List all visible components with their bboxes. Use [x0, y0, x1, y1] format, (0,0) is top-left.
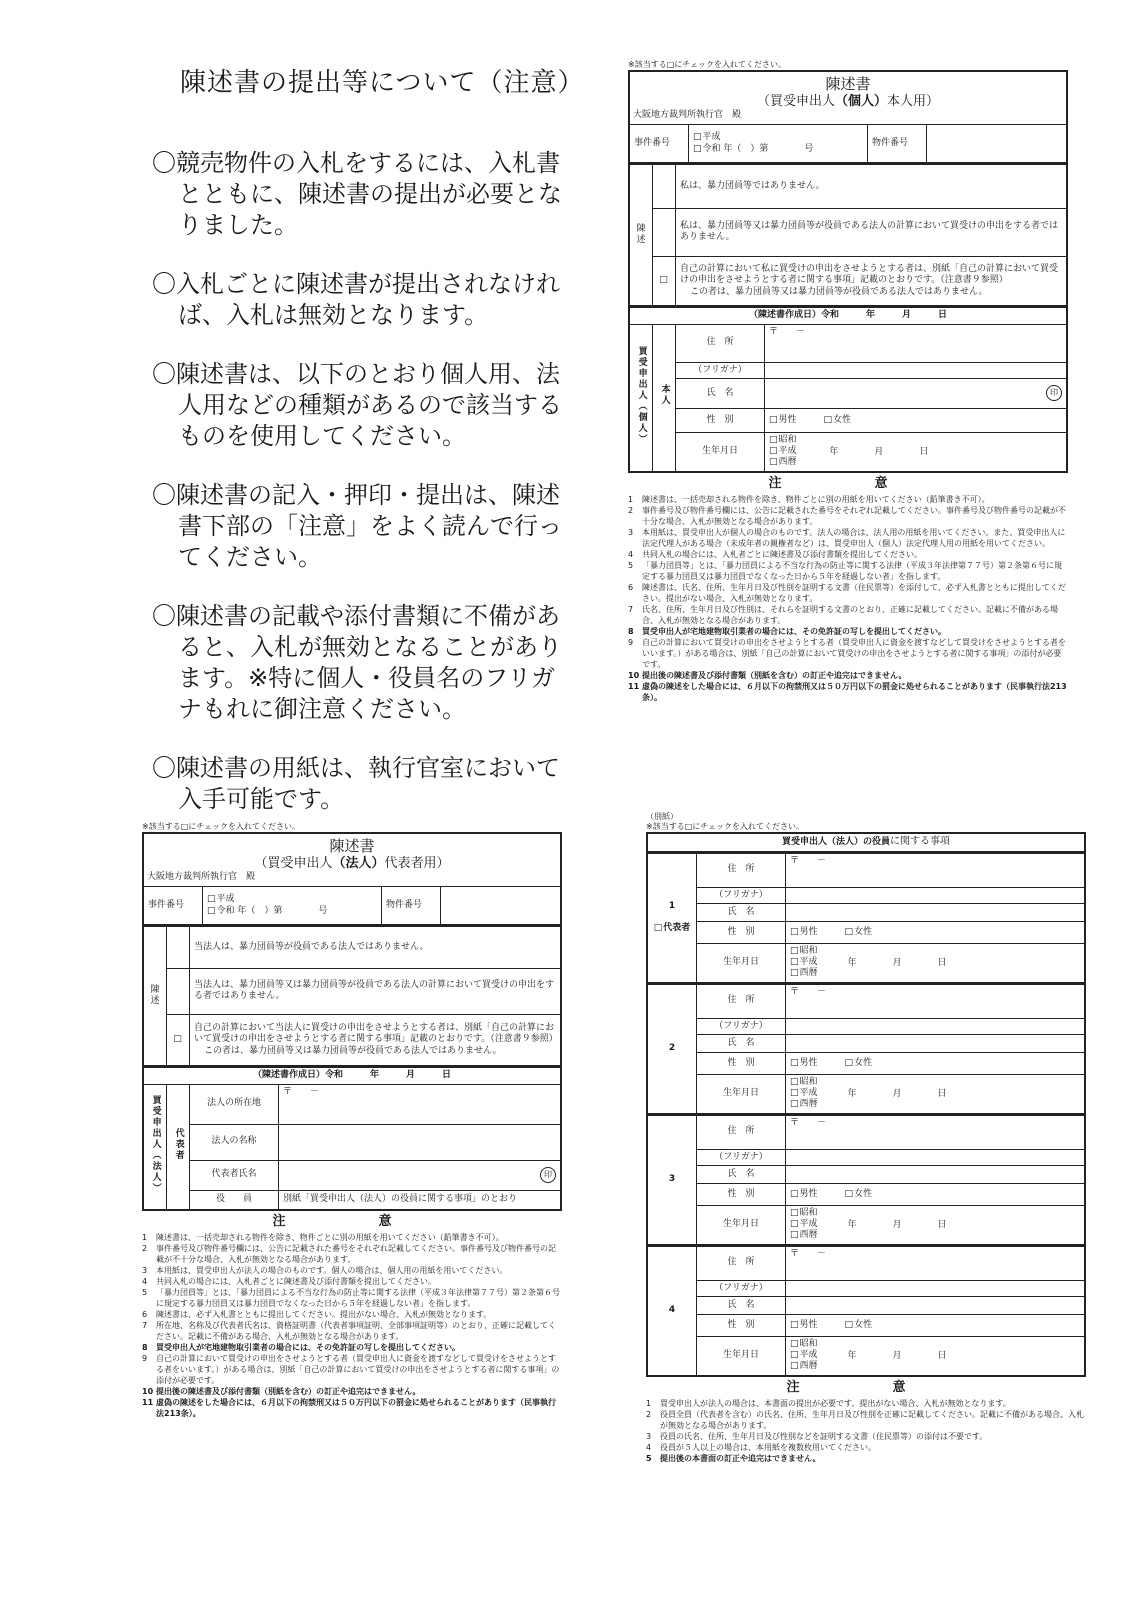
statement-3-checkbox[interactable] [659, 275, 669, 285]
attachment-label: （別紙） [646, 812, 678, 821]
era-seireki-checkbox[interactable]: □ 西暦 [790, 968, 818, 978]
dob-label: 生年月日 [697, 943, 786, 982]
corporate-applicant-table [142, 1067, 562, 1211]
notice-list [152, 148, 572, 843]
era-seireki-checkbox[interactable]: □ 西暦 [790, 1361, 818, 1371]
individual-statement-table [628, 164, 1068, 308]
caution-note [142, 1342, 562, 1353]
statement-label: 陳述 [143, 926, 167, 1066]
caution-note [628, 560, 1068, 582]
caution-note-number: 3 [628, 527, 634, 537]
form-title: 陳述書 [329, 837, 375, 855]
dob-field[interactable]: 年 月 日 [847, 958, 947, 969]
corporate-header-table [142, 832, 562, 926]
caution-note [142, 1320, 562, 1342]
statement-3: 自己の計算において私に買受けの申出をさせようとする者は、別紙「自己の計算において買受けの申出をさせようとする者に関する事項」記載のとおりです。（注意書９参照） [680, 264, 1059, 286]
era-showa-checkbox[interactable]: □ 昭和 [790, 1208, 818, 1218]
officer-block [646, 853, 1086, 984]
caution-notes [628, 494, 1068, 703]
era-showa-checkbox[interactable]: □ 昭和 [790, 946, 818, 956]
caution-note-text: 買受申出人が宅地建物取引業者の場合には、その免許証の写しを提出してください。 [156, 1343, 460, 1353]
furigana-field[interactable] [786, 1018, 1086, 1034]
property-number-field[interactable] [927, 125, 1068, 163]
officer-number: 2 [668, 1042, 676, 1053]
name-field[interactable] [765, 378, 1068, 408]
name-label: 氏 名 [697, 1165, 786, 1183]
address-label: 住 所 [676, 324, 765, 362]
name-label: 氏 名 [676, 378, 765, 408]
caution-note-number: 4 [628, 549, 634, 559]
statement-3-checkbox[interactable] [173, 1034, 183, 1044]
caution-note [628, 670, 1068, 681]
statement-label: 陳述 [629, 164, 653, 306]
case-number-field[interactable]: 年（ ）第 号 [723, 143, 814, 154]
caution-note-text: 事件番号及び物件番号欄には、公告に記載された番号をそれぞれ記載してください。事件番号及び物件番号の記載が不十分な場合、入札が無効となる場合があります。 [156, 1244, 556, 1265]
caution-note-text: 提出後の本書面の訂正や追完はできません。 [660, 1453, 821, 1463]
era-heisei-checkbox[interactable]: □ 平成 [790, 957, 818, 967]
caution-note-text: 共同入札の場合には、入札者ごとに陳述書及び添付書類を提出してください。 [156, 1277, 436, 1287]
caution-note [628, 626, 1068, 637]
name-label: 氏 名 [697, 903, 786, 921]
caution-note-text: 自己の計算において買受けの申出をさせようとする者（買受申出人に資金を渡すなどして買受けをさせようとする者をいいます。）がある場合は、別紙「自己の計算において買受けの申出をさせようとする者に関する事項」の添付が必要です。 [642, 637, 1066, 669]
caution-notes [646, 1398, 1086, 1464]
caution-note-number: 2 [628, 505, 634, 515]
property-number-label: 物件番号 [868, 125, 927, 163]
caution-note-text: 「暴力団員等」とは、「暴力団員による不当な行為の防止等に関する法律（平成３年法律第７７号）第２条第６号に規定する暴力団員又は暴力団員でなくなった日から５年を経過しない者」を指します。 [642, 560, 1062, 581]
officer-block [646, 1115, 1086, 1246]
furigana-label: （フリガナ） [697, 1149, 786, 1165]
caution-note [142, 1397, 562, 1419]
caution-note-text: 「暴力団員等」とは、「暴力団員による不当な行為の防止等に関する法律（平成３年法律第７７号）第２条第６号に規定する暴力団員又は暴力団員でなくなった日から５年を経過しない者」を指します。 [156, 1288, 560, 1309]
caution-note-text: 役員全員（代表者を含む）の氏名、住所、生年月日及び性別を正確に記載してください。記載に不備がある場合、入札が無効となる場合があります。 [660, 1409, 1084, 1430]
notice-title: 陳述書の提出等について（注意） [180, 68, 585, 98]
dob-label: 生年月日 [676, 432, 765, 471]
male-checkbox[interactable]: □ 男性 [769, 415, 797, 425]
case-number-label: 事件番号 [629, 125, 689, 163]
caution-note-text: 事件番号及び物件番号欄には、公告に記載された番号をそれぞれ記載してください。事件番号及び物件番号の記載が不十分な場合、入札が無効となる場合があります。 [642, 505, 1066, 526]
individual-header-table [628, 70, 1068, 164]
rep-name-field[interactable] [279, 1160, 562, 1190]
era-heisei-checkbox[interactable]: □ 平成 [790, 1350, 818, 1360]
address-field[interactable]: 〒 － [786, 1246, 1086, 1280]
officer-number: 1 [668, 900, 676, 911]
caution-heading: 注 意 [768, 475, 928, 491]
era-showa-checkbox[interactable]: □ 昭和 [790, 1077, 818, 1087]
era-heisei-checkbox[interactable]: □ 平成 [790, 1088, 818, 1098]
applicant-side-label: 買受申出人（法人） [150, 1095, 161, 1195]
female-checkbox[interactable]: □ 女性 [845, 1320, 873, 1330]
name-field[interactable] [786, 903, 1086, 921]
name-field[interactable] [786, 1165, 1086, 1183]
addressee: 大阪地方裁判所執行官 殿 [633, 110, 742, 120]
caution-note [646, 1453, 1086, 1464]
caution-note-number: 9 [628, 637, 634, 647]
era-heisei-checkbox[interactable]: □ 平成 [693, 132, 721, 142]
caution-note [628, 637, 1068, 670]
caution-note-number: 7 [142, 1321, 148, 1331]
address-label: 住 所 [697, 1246, 786, 1280]
rep-checkbox[interactable] [654, 923, 664, 933]
case-number-field[interactable]: 年（ ）第 号 [237, 905, 328, 916]
caution-note [628, 505, 1068, 527]
caution-note [646, 1442, 1086, 1453]
name-field[interactable] [786, 1296, 1086, 1314]
caution-note-text: 買受申出人が法人の場合は、本書面の提出が必要です。提出がない場合、入札が無効となります。 [660, 1398, 1011, 1408]
address-label: 住 所 [697, 853, 786, 887]
gender-label: 性 別 [697, 1314, 786, 1336]
officers-title-table [646, 832, 1086, 853]
address-field[interactable]: 〒 － [786, 1115, 1086, 1149]
corp-address-label: 法人の所在地 [190, 1084, 279, 1124]
case-number-label: 事件番号 [143, 887, 203, 925]
caution-note-number: 1 [628, 494, 634, 504]
caution-note [142, 1287, 562, 1309]
caution-note-number: 8 [628, 626, 634, 636]
corporate-statement-form [142, 822, 562, 1419]
caution-note-number: 1 [142, 1233, 148, 1243]
era-reiwa-checkbox[interactable]: □ 令和 [207, 906, 235, 916]
caution-note-text: 陳述書は、氏名、住所、生年月日及び性別を証明する文書（住民票等）を添付して、必ず入札書とともに提出してください。提出がない場合、入札が無効となります。 [642, 582, 1066, 603]
caution-note-number: 10 [142, 1387, 154, 1397]
caution-note-number: 8 [142, 1343, 148, 1353]
female-checkbox[interactable]: □ 女性 [824, 415, 852, 425]
caution-note-text: 自己の計算において買受けの申出をさせようとする者（買受申出人に資金を渡すなどして買受けをさせようとする者をいいます。）がある場合は、別紙「自己の計算において買受けの申出をさせようとする者に関する事項」の添付が必要です。 [156, 1354, 560, 1386]
caution-note [142, 1243, 562, 1265]
individual-applicant-table [628, 307, 1068, 472]
furigana-field[interactable] [765, 362, 1068, 378]
notice-item: 〇 入札ごとに陳述書が提出されなければ、入札は無効となります。 [152, 269, 572, 331]
caution-note [628, 681, 1068, 703]
statement-3b: この者は、暴力団員等又は暴力団員等が役員である法人ではありません。 [690, 286, 988, 297]
male-checkbox[interactable]: □ 男性 [790, 927, 818, 937]
check-note: ※該当する□にチェックを入れてください。 [628, 60, 787, 69]
furigana-label: （フリガナ） [697, 1018, 786, 1034]
era-showa-checkbox[interactable]: □ 昭和 [769, 435, 797, 445]
caution-note-text: 陳述書は、一括売却される物件を除き、物件ごとに別の用紙を用いてください（鉛筆書き不可）。 [156, 1233, 504, 1243]
caution-note [628, 549, 1068, 560]
date-line[interactable]: （陳述書作成日）令和 年 月 日 [143, 1068, 561, 1084]
era-heisei-checkbox[interactable]: □ 平成 [769, 446, 797, 456]
statement-1: 私は、暴力団員等ではありません。 [676, 164, 1068, 208]
notice-item: 〇 陳述書は、以下のとおり個人用、法人用などの種類があるので該当するものを使用してください。 [152, 359, 572, 452]
caution-note [646, 1409, 1086, 1431]
caution-heading: 注 意 [786, 1379, 946, 1395]
furigana-field[interactable] [786, 887, 1086, 903]
caution-note-number: 4 [142, 1277, 148, 1287]
address-field[interactable]: 〒 － [786, 853, 1086, 887]
caution-note [628, 494, 1068, 505]
name-field[interactable] [786, 1034, 1086, 1052]
caution-note-text: 本用紙は、買受申出人が法人の場合のものです。個人の場合は、個人用の用紙を用いてください。 [156, 1266, 508, 1276]
dob-label: 生年月日 [697, 1205, 786, 1244]
dob-label: 生年月日 [697, 1336, 786, 1375]
caution-note-text: 所在地、名称及び代表者氏名は、資格証明書（代表者事項証明、全部事項証明等）のとおり、正確に記載してください。記載に不備がある場合、入札が無効となる場合があります。 [156, 1321, 556, 1342]
rep-mark: 代表者 [663, 923, 691, 934]
caution-note-text: 提出後の陳述書及び添付書類（別紙を含む）の訂正や追完はできません。 [156, 1387, 421, 1397]
notice-item: 〇 競売物件の入札をするには、入札書とともに、陳述書の提出が必要となりました。 [152, 148, 572, 241]
caution-note-text: 共同入札の場合には、入札者ごとに陳述書及び添付書類を提出してください。 [642, 549, 922, 559]
statement-2: 当法人は、暴力団員等又は暴力団員等が役員である法人の計算において買受けの申出をする者ではありません。 [190, 968, 562, 1014]
era-showa-checkbox[interactable]: □ 昭和 [790, 1339, 818, 1349]
rep-name-label: 代表者氏名 [190, 1160, 279, 1190]
caution-note-number: 5 [646, 1453, 652, 1463]
officer-number: 3 [668, 1173, 676, 1184]
caution-note-number: 6 [628, 582, 634, 592]
seal-mark: 印 [540, 1167, 556, 1183]
caution-note-number: 3 [646, 1431, 652, 1441]
property-number-field[interactable] [441, 887, 562, 925]
caution-note [142, 1276, 562, 1287]
caution-note-text: 氏名、住所、生年月日及び性別は、それらを証明する文書のとおり、正確に記載してください。記載に不備がある場合、入札が無効となる場合があります。 [642, 604, 1058, 625]
form-subtitle: （買受申出人（法人）代表者用） [254, 855, 450, 871]
caution-note-text: 買受申出人が宅地建物取引業者の場合には、その免許証の写しを提出してください。 [642, 626, 946, 636]
statement-3b: この者は、暴力団員等又は暴力団員等が役員である法人ではありません。 [204, 1045, 502, 1056]
caution-note-number: 2 [646, 1409, 652, 1419]
officers-attachment-form [646, 812, 1086, 1464]
caution-note-text: 虚偽の陳述をした場合には、６月以下の拘禁刑又は５０万円以下の罰金に処せられることがあります（民事執行法213条）。 [642, 681, 1067, 702]
caution-note-number: 1 [646, 1398, 652, 1408]
officers-label: 役 員 [190, 1190, 279, 1210]
caution-note [646, 1431, 1086, 1442]
address-label: 住 所 [697, 984, 786, 1018]
name-label: 氏 名 [697, 1296, 786, 1314]
caution-note-number: 3 [142, 1266, 148, 1276]
caution-note [142, 1265, 562, 1276]
caution-note-number: 5 [142, 1288, 148, 1298]
gender-label: 性 別 [697, 1183, 786, 1205]
female-checkbox[interactable]: □ 女性 [845, 1189, 873, 1199]
caution-note-number: 11 [628, 681, 640, 691]
notice-item: 〇 陳述書の記入・押印・提出は、陳述書下部の「注意」をよく読んで行ってください。 [152, 480, 572, 573]
era-seireki-checkbox[interactable]: □ 西暦 [769, 457, 797, 467]
check-note: ※該当する□にチェックを入れてください。 [646, 822, 805, 831]
caution-note-number: 5 [628, 560, 634, 570]
corp-address-field[interactable]: 〒 － [279, 1084, 562, 1124]
officers-value: 別紙「買受申出人（法人）の役員に関する事項」のとおり [279, 1190, 562, 1210]
caution-note-number: 9 [142, 1354, 148, 1364]
corporate-statement-table [142, 926, 562, 1068]
caution-note [142, 1386, 562, 1397]
corp-name-label: 法人の名称 [190, 1124, 279, 1160]
applicant-side-label: 買受申出人（個人） [636, 345, 647, 445]
gender-label: 性 別 [697, 921, 786, 943]
female-checkbox[interactable]: □ 女性 [845, 927, 873, 937]
caution-note-text: 役員が５人以上の場合は、本用紙を複数枚用いてください。 [660, 1442, 876, 1452]
address-label: 住 所 [697, 1115, 786, 1149]
name-label: 氏 名 [697, 1034, 786, 1052]
caution-note-number: 10 [628, 670, 640, 680]
era-reiwa-checkbox[interactable]: □ 令和 [693, 144, 721, 154]
furigana-label: （フリガナ） [697, 1280, 786, 1296]
property-number-label: 物件番号 [382, 887, 441, 925]
officers-title: 買受申出人（法人）の役員に関する事項 [647, 833, 1085, 852]
era-seireki-checkbox[interactable]: □ 西暦 [790, 1230, 818, 1240]
notice-item: 〇 陳述書の用紙は、執行官室において入手可能です。 [152, 753, 572, 815]
caution-note-number: 2 [142, 1244, 148, 1254]
statement-3: 自己の計算において当法人に買受けの申出をさせようとする者は、別紙「自己の計算において買受けの申出をさせようとする者に関する事項」記載のとおりです。（注意書９参照） [194, 1023, 558, 1045]
dob-field[interactable]: 年 月 日 [847, 1089, 947, 1100]
caution-note-text: 提出後の陳述書及び添付書類（別紙を含む）の訂正や追完はできません。 [642, 670, 907, 680]
male-checkbox[interactable]: □ 男性 [790, 1189, 818, 1199]
furigana-field[interactable] [786, 1149, 1086, 1165]
corp-name-field[interactable] [279, 1124, 562, 1160]
caution-note [142, 1309, 562, 1320]
caution-note-text: 役員の氏名、住所、生年月日及び性別などを証明する文書（住民票等）の添付は不要です。 [660, 1431, 988, 1441]
self-label: 本人 [659, 384, 670, 407]
notice-item: 〇 陳述書の記載や添付書類に不備があると、入札が無効となることがあります。※特に個人・役員名のフリガナもれに御注意ください。 [152, 601, 572, 725]
seal-mark: 印 [1046, 385, 1062, 401]
gender-label: 性 別 [697, 1052, 786, 1074]
gender-label: 性 別 [676, 408, 765, 432]
caution-note [142, 1232, 562, 1243]
female-checkbox[interactable]: □ 女性 [845, 1058, 873, 1068]
caution-note [628, 582, 1068, 604]
officer-blocks [646, 853, 1086, 1377]
male-checkbox[interactable]: □ 男性 [790, 1058, 818, 1068]
era-heisei-checkbox[interactable]: □ 平成 [790, 1219, 818, 1229]
caution-note-number: 7 [628, 604, 634, 614]
form-subtitle: （買受申出人（個人）本人用） [756, 93, 940, 109]
caution-note-number: 11 [142, 1398, 154, 1408]
caution-heading: 注 意 [272, 1214, 432, 1229]
dob-label: 生年月日 [697, 1074, 786, 1113]
furigana-label: （フリガナ） [676, 362, 765, 378]
address-field[interactable]: 〒 － [786, 984, 1086, 1018]
rep-label: 代表者 [173, 1128, 184, 1162]
statement-2: 私は、暴力団員等又は暴力団員等が役員である法人の計算において買受けの申出をする者ではありません。 [676, 208, 1068, 256]
officer-number: 4 [668, 1304, 676, 1315]
furigana-label: （フリガナ） [697, 887, 786, 903]
check-note: ※該当する□にチェックを入れてください。 [142, 822, 301, 831]
caution-note-number: 6 [142, 1310, 148, 1320]
date-line[interactable]: （陳述書作成日）令和 年 月 日 [629, 308, 1067, 324]
caution-note-text: 陳述書は、一括売却される物件を除き、物件ごとに別の用紙を用いてください（鉛筆書き不可）。 [642, 494, 990, 504]
caution-notes [142, 1232, 562, 1419]
officer-block [646, 1246, 1086, 1377]
caution-note-text: 虚偽の陳述をした場合には、６月以下の拘禁刑又は５０万円以下の罰金に処せられることがあります（民事執行法213条）。 [156, 1398, 556, 1419]
form-title: 陳述書 [825, 75, 871, 93]
caution-note-text: 本用紙は、買受申出人が個人の場合のものです。法人の場合は、法人用の用紙を用いてください。また、買受申出人に法定代理人がある場合（未成年者の親権者など）は、買受申出人（個人）法定代理人用の用紙を用いてください。 [642, 527, 1066, 548]
caution-note [628, 604, 1068, 626]
era-seireki-checkbox[interactable]: □ 西暦 [790, 1099, 818, 1109]
statement-1: 当法人は、暴力団員等が役員である法人ではありません。 [190, 926, 562, 968]
dob-field[interactable]: 年 月 日 [847, 1351, 947, 1362]
addressee: 大阪地方裁判所執行官 殿 [147, 872, 256, 882]
address-field[interactable]: 〒 － [765, 324, 1068, 362]
caution-note [628, 527, 1068, 549]
furigana-field[interactable] [786, 1280, 1086, 1296]
caution-note-number: 4 [646, 1442, 652, 1452]
caution-note [142, 1353, 562, 1386]
caution-note-text: 陳述書は、必ず入札書とともに提出してください。提出がない場合、入札が無効となります。 [156, 1310, 492, 1320]
dob-field[interactable]: 年 月 日 [829, 447, 929, 458]
male-checkbox[interactable]: □ 男性 [790, 1320, 818, 1330]
caution-note [646, 1398, 1086, 1409]
officer-block [646, 984, 1086, 1115]
dob-field[interactable]: 年 月 日 [847, 1220, 947, 1231]
individual-statement-form [628, 60, 1068, 703]
era-heisei-checkbox[interactable]: □ 平成 [207, 894, 235, 904]
